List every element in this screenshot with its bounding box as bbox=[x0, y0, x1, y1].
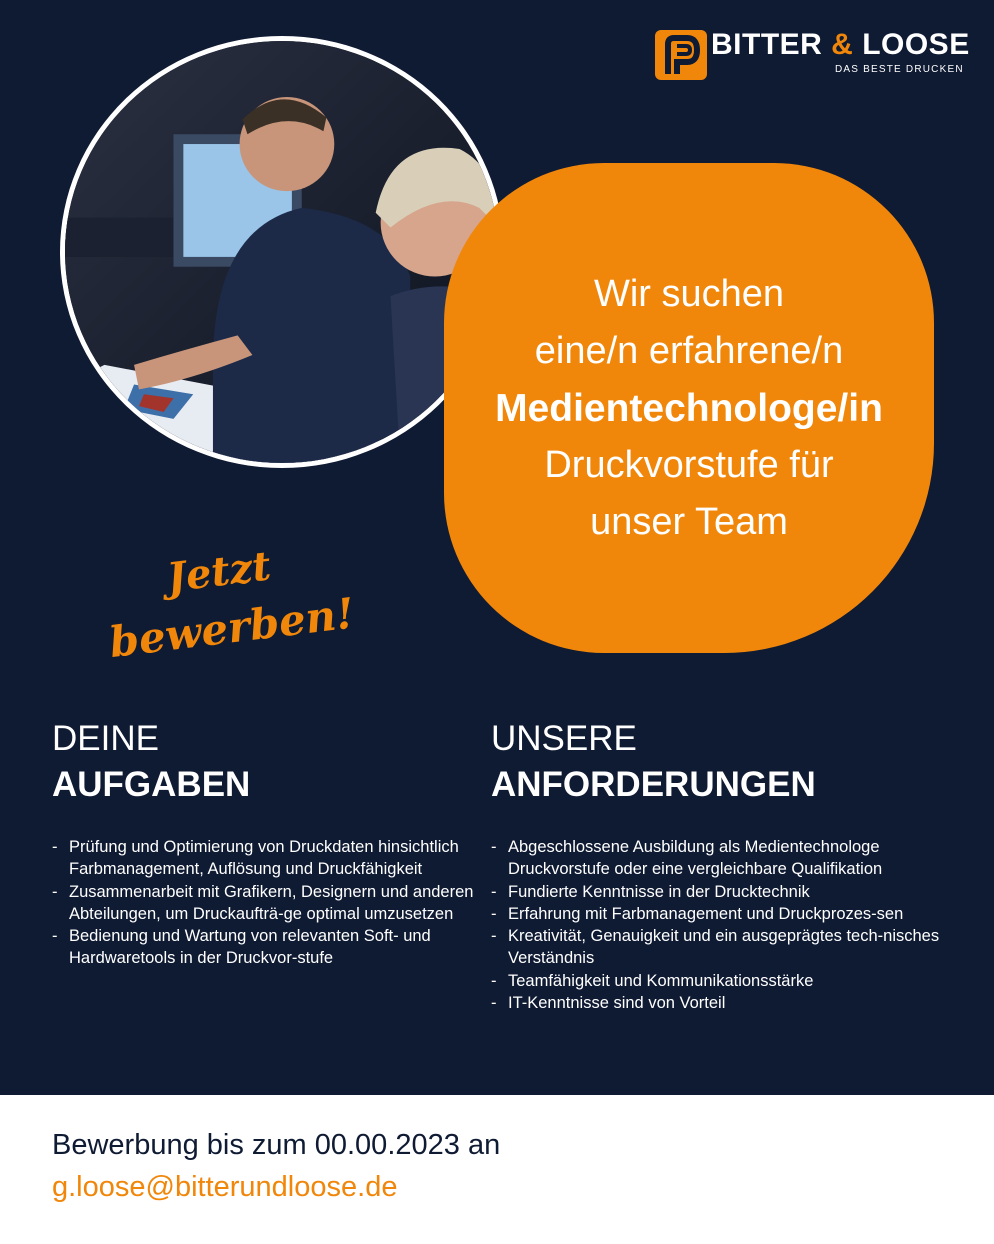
tasks-section bbox=[52, 716, 482, 970]
contact-email-link[interactable]: g.loose@bitterundloose.de bbox=[52, 1171, 398, 1203]
requirements-section bbox=[491, 716, 941, 1014]
headline-line-5: unser Team bbox=[590, 500, 788, 543]
list-item: - Teamfähigkeit und Kommunikationsstärke bbox=[491, 970, 941, 992]
apply-now-script bbox=[100, 530, 430, 660]
team-photo bbox=[60, 36, 504, 468]
application-deadline: Bewerbung bis zum 00.00.2023 an bbox=[52, 1129, 501, 1161]
headline-job-title: Medientechnologe/in bbox=[495, 386, 883, 430]
list-item: - Abgeschlossene Ausbildung als Medientechnologe Druckvorstufe oder eine vergleichbare Qualifikation bbox=[491, 836, 941, 881]
cta-line-2: bewerben! bbox=[106, 588, 357, 660]
headline-line-1: Wir suchen bbox=[593, 272, 785, 315]
photo-printing-press-operators-icon bbox=[65, 41, 499, 463]
headline-line-4: Druckvorstufe für bbox=[544, 443, 834, 486]
list-item: - Prüfung und Optimierung von Druckdaten hinsichtlich Farbmanagement, Auflösung und Druckfähigkeit bbox=[52, 836, 482, 881]
logo-claim: DAS BESTE DRUCKEN bbox=[835, 64, 964, 75]
headline-line-2: eine/n erfahrene/n bbox=[534, 329, 844, 372]
list-item: - IT-Kenntnisse sind von Vorteil bbox=[491, 992, 941, 1014]
list-item: - Kreativität, Genauigkeit und ein ausgeprägtes tech-nisches Verständnis bbox=[491, 925, 941, 970]
company-logo bbox=[655, 28, 970, 82]
logo-mark-icon bbox=[655, 30, 707, 80]
tasks-heading: DEINE AUFGABEN bbox=[52, 719, 251, 804]
list-item: - Zusammenarbeit mit Grafikern, Designern und anderen Abteilungen, um Druckaufträ-ge optimal umzusetzen bbox=[52, 881, 482, 926]
list-item: - Erfahrung mit Farbmanagement und Druckprozes-sen bbox=[491, 903, 941, 925]
headline-bubble bbox=[444, 163, 934, 653]
requirements-heading: UNSERE ANFORDERUNGEN bbox=[491, 719, 816, 804]
list-item: - Bedienung und Wartung von relevanten Soft- und Hardwaretools in der Druckvor-stufe bbox=[52, 925, 482, 970]
cta-line-1: Jetzt bbox=[164, 542, 274, 602]
list-item: - Fundierte Kenntnisse in der Drucktechnik bbox=[491, 881, 941, 903]
application-footer bbox=[0, 1095, 994, 1244]
logo-wordmark: BITTER & LOOSE bbox=[711, 28, 970, 61]
requirements-list bbox=[491, 836, 941, 1014]
tasks-list bbox=[52, 836, 482, 970]
